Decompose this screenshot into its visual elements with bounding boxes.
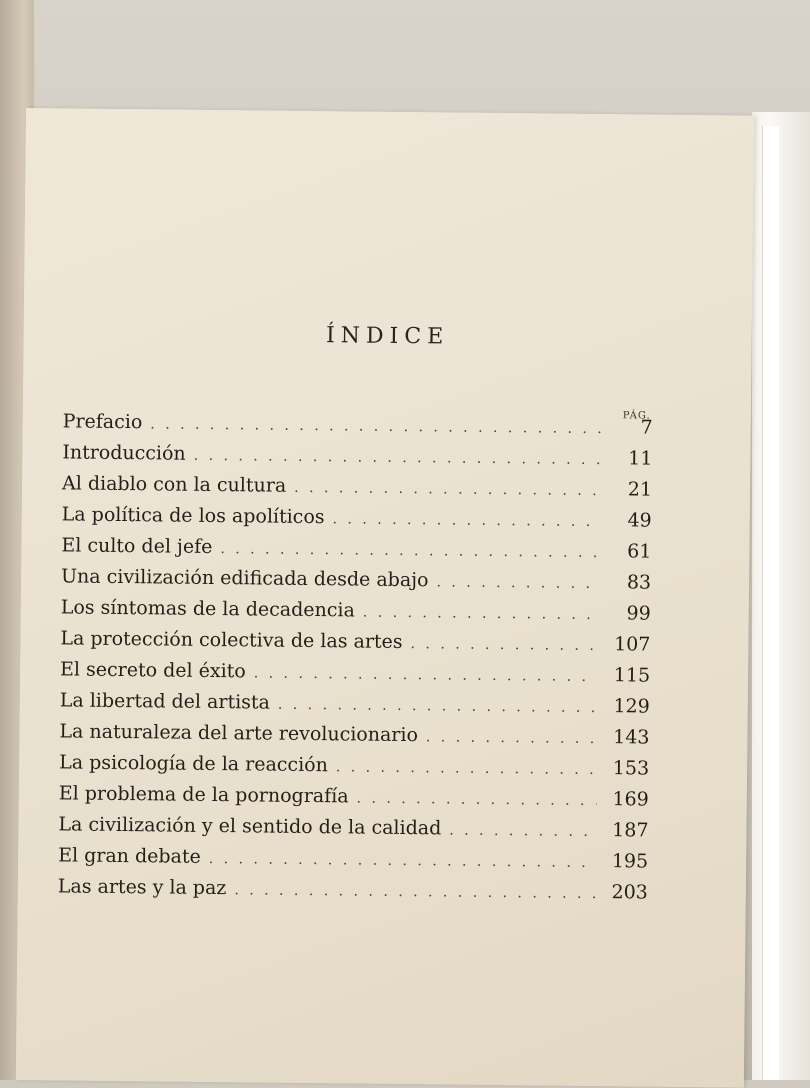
toc-entry-page: 107 [614, 633, 651, 656]
book-page [16, 108, 754, 1088]
toc-leader-dots [357, 791, 597, 810]
toc-entry-page: 49 [627, 509, 652, 532]
toc-leader-dots [254, 665, 598, 685]
toc-leader-dots [410, 636, 598, 654]
toc-entry-page: 203 [611, 881, 648, 904]
toc-entry-title: El gran debate [58, 844, 201, 868]
toc-entry-page: 187 [612, 819, 649, 842]
toc-entry-title: La protección colectiva de las artes [60, 627, 403, 653]
toc-entry-page: 7 [640, 416, 653, 439]
toc-entry-title: La psicología de la reacción [59, 751, 329, 777]
toc-entry-title: Prefacio [62, 410, 143, 434]
toc-leader-dots [234, 882, 596, 902]
toc-entry [58, 875, 648, 912]
toc-entry-page: 153 [612, 757, 650, 780]
toc-leader-dots [336, 759, 597, 778]
toc-entry-title: Al diablo con la cultura [61, 472, 287, 497]
toc-leader-dots [150, 416, 601, 437]
toc-entry-title: Los síntomas de la decadencia [60, 596, 355, 622]
toc-entry-page: 61 [627, 540, 652, 563]
toc-entry-page: 11 [628, 447, 653, 470]
toc-leader-dots [194, 448, 601, 468]
toc-entry-page: 83 [626, 571, 652, 594]
toc-entry-title: La política de los apolíticos [61, 503, 325, 529]
toc-entry-page: 195 [611, 850, 649, 873]
toc-leader-dots [209, 851, 597, 871]
toc-entry-page: 21 [627, 478, 653, 501]
page-edge-highlight [762, 126, 779, 1080]
page-column-label: PÁG. [622, 410, 651, 422]
toc-entry-page: 143 [613, 726, 650, 749]
toc-entry-title: Introducción [62, 441, 186, 465]
toc-entry-title: El culto del jefe [61, 534, 213, 558]
toc-entry-title: La libertad del artista [59, 689, 271, 714]
table-of-contents [58, 410, 653, 912]
toc-leader-dots [426, 729, 598, 747]
toc-leader-dots [332, 511, 599, 530]
toc-entry-title: El secreto del éxito [60, 658, 246, 683]
toc-entry-title: El problema de la pornografía [58, 782, 349, 808]
toc-leader-dots [363, 605, 599, 623]
toc-entry-page: 115 [613, 664, 651, 687]
toc-leader-dots [436, 574, 599, 592]
page-title: ÍNDICE [325, 323, 450, 350]
toc-entry-title: La civilización y el sentido de la calidad [58, 813, 442, 840]
toc-leader-dots [220, 541, 599, 561]
toc-entry-page: 129 [613, 695, 650, 718]
page-stack-edge [752, 112, 810, 1080]
toc-entry-title: La naturaleza del arte revolucionario [59, 720, 419, 747]
toc-entry-page: 169 [612, 788, 649, 811]
toc-leader-dots [294, 480, 600, 499]
toc-leader-dots [278, 697, 598, 716]
toc-entry-title: Las artes y la paz [57, 875, 227, 900]
toc-entry-page: 99 [626, 602, 651, 625]
toc-leader-dots [449, 822, 596, 840]
toc-entry-title: Una civilización edificada desde abajo [60, 565, 429, 592]
